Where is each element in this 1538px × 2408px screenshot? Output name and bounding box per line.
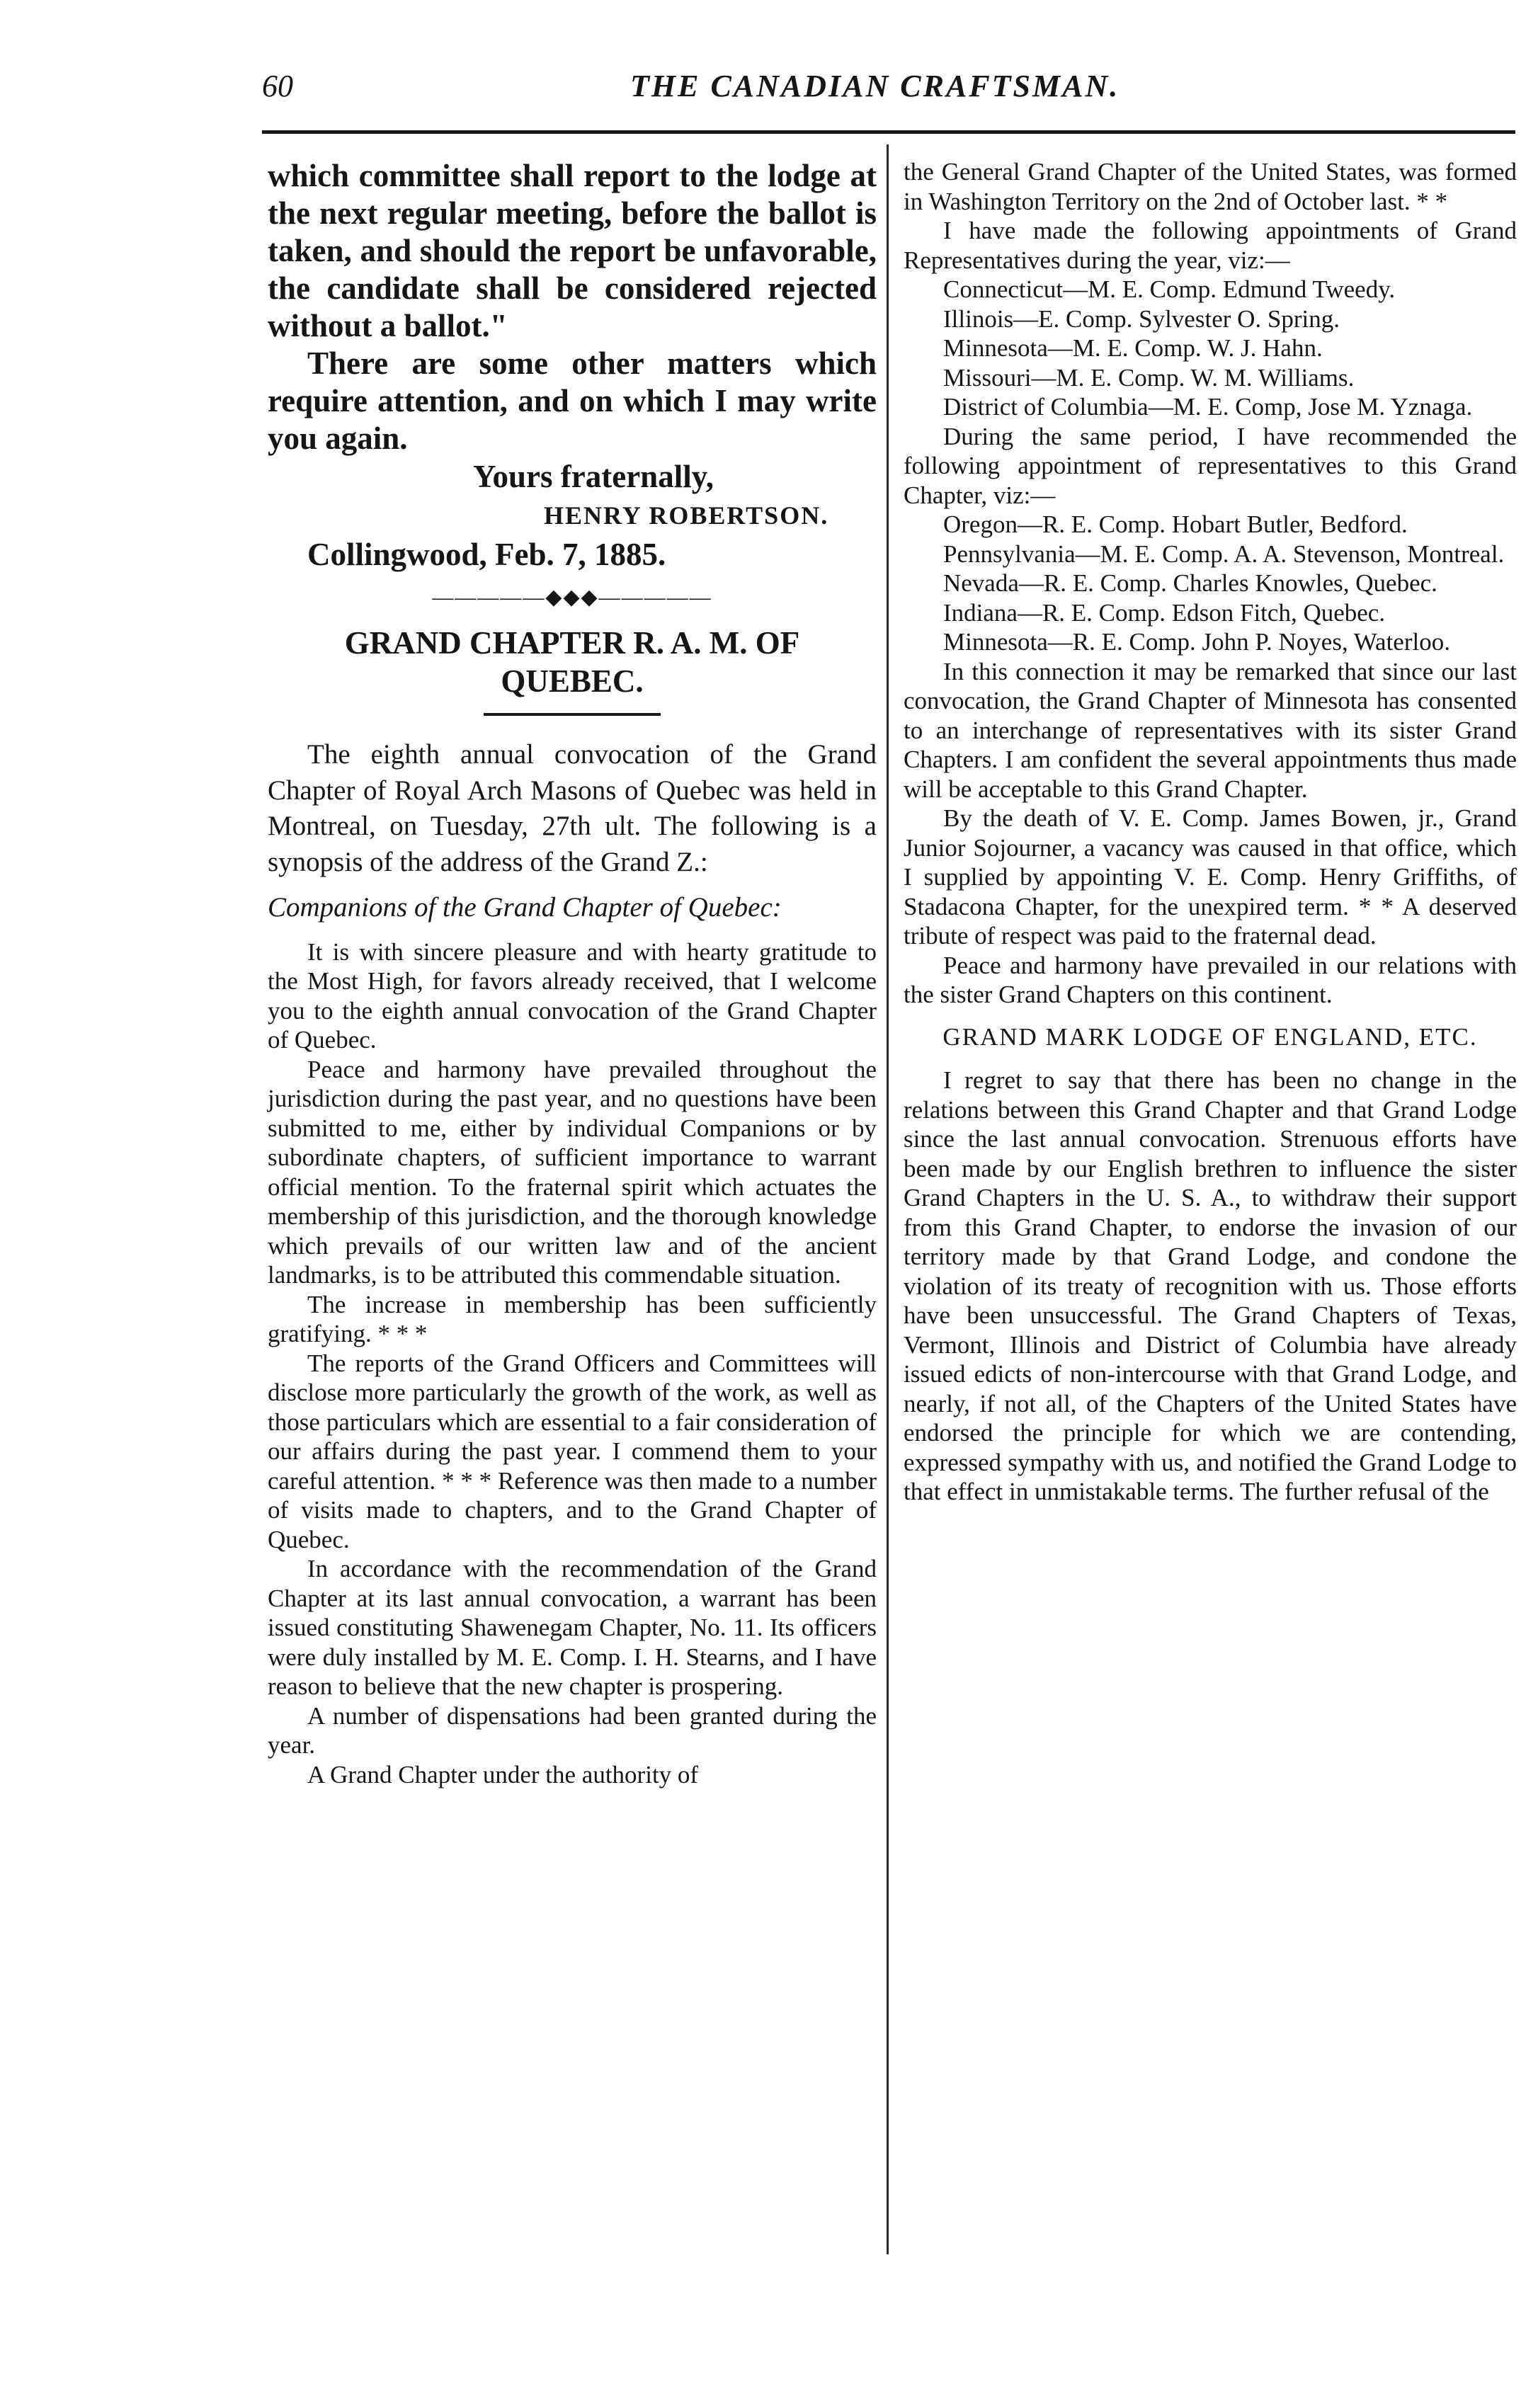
signature-name: HENRY ROBERTSON. [544, 501, 829, 530]
header-rule [262, 130, 1515, 134]
intro-paragraph: The eighth annual convocation of the Grand Chapter of Royal Arch Masons of Quebec was held in Montreal, on Tuesday, 27th ult. The following is a synopsis of the address of the Grand Z.: [268, 739, 877, 877]
continued-paragraph-right: the General Grand Chapter of the United States, was formed in Washington Territory on the 2nd of October last. * * [904, 158, 1517, 215]
heading-rule [484, 713, 661, 716]
continued-paragraph: which committee shall report to the lodge at the next regular meeting, before the ballot is taken, and should the report be unfavorable, the candidate shall be considered rejected without a ballot." [268, 158, 877, 343]
list-item: Connecticut—M. E. Comp. Edmund Tweedy. [943, 275, 1396, 303]
list-item: Pennsylvania—M. E. Comp. A. A. Stevenson, Montreal. [943, 540, 1505, 568]
page-header [262, 68, 1466, 119]
paragraph-peace-relations: Peace and harmony have prevailed in our relations with the sister Grand Chapters on this continent. [904, 951, 1517, 1008]
paragraph-connection: In this connection it may be remarked that since our last convocation, the Grand Chapter of Minnesota has consented to an interchange of representatives with its sister Grand Chapters. I am confident the several appointments thus made will be acceptable to this Grand Chapter. [904, 657, 1517, 803]
place-date: Collingwood, Feb. 7, 1885. [307, 537, 666, 572]
paragraph-regret: I regret to say that there has been no change in the relations between this Grand Chapter and that Grand Lodge since the last annual convocation. Strenuous efforts have been made by our English brethren to influence the sister Grand Chapters in the U. S. A., to withdraw their support from this Grand Chapter, to endorse the invasion of our territory made by that Grand Lodge, and condone the violation of its treaty of recognition with us. Those efforts have been unsuccessful. The Grand Chapters of Texas, Vermont, Illinois and District of Columbia have already issued edicts of non-intercourse with that Grand Lodge, and nearly, if not all, of the Chapters of the United States have endorsed the principle for which we are contending, expressed sympathy with us, and notified the Grand Lodge to that effect in unmistakable terms. The further refusal of the [904, 1066, 1517, 1505]
paragraph-dispensations: A number of dispensations had been granted during the year. [268, 1701, 877, 1759]
heading-line-2: QUEBEC. [501, 663, 644, 699]
column-divider [887, 144, 889, 2254]
page-number: 60 [262, 69, 293, 103]
list-item: Illinois—E. Comp. Sylvester O. Spring. [943, 304, 1340, 333]
list-item: Minnesota—R. E. Comp. John P. Noyes, Waterloo. [943, 628, 1450, 656]
letter-closing [268, 457, 877, 574]
appointments-list [904, 275, 1517, 422]
heading-line-1: GRAND CHAPTER R. A. M. OF [344, 625, 800, 661]
list-item: Missouri—M. E. Comp. W. M. Williams. [943, 363, 1355, 392]
paragraph-recommended: During the same period, I have recommended the following appointment of representatives to this Grand Chapter, viz:— [904, 422, 1517, 509]
closing-salutation: Yours fraternally, [473, 459, 714, 494]
list-item: Indiana—R. E. Comp. Edson Fitch, Quebec. [943, 598, 1386, 627]
list-item: Minnesota—M. E. Comp. W. J. Hahn. [943, 334, 1323, 362]
paragraph-warrant: In accordance with the recommendation of the Grand Chapter at its last annual convocation, a warrant has been issued constituting Shawenegam Chapter, No. 11. Its officers were duly installed by M. E. Comp. I. H. Stearns, and I have reason to believe that the new chapter is prospering. [268, 1555, 877, 1700]
paragraph-reports: The reports of the Grand Officers and Committees will disclose more particularly the growth of the work, as well as those particulars which are essential to a fair consideration of our affairs during the past year. I commend them to your careful attention. * * * Reference was then made to a number of visits made to chapters, and to the Grand Chapter of Quebec. [268, 1349, 877, 1553]
paragraph-grand-chapter: A Grand Chapter under the authority of [307, 1760, 699, 1788]
list-item: Oregon—R. E. Comp. Hobart Butler, Bedford. [943, 510, 1408, 538]
paragraph-appointments: I have made the following appointments of Grand Representatives during the year, viz:— [904, 217, 1517, 274]
journal-title: THE CANADIAN CRAFTSMAN. [630, 69, 1120, 103]
recommended-list [904, 510, 1517, 657]
list-item: Nevada—R. E. Comp. Charles Knowles, Quebec. [943, 569, 1437, 597]
left-column [268, 157, 877, 1789]
subsection-heading: GRAND MARK LODGE OF ENGLAND, ETC. [942, 1022, 1478, 1051]
paragraph-death: By the death of V. E. Comp. James Bowen, jr., Grand Junior Sojourner, a vacancy was caused in that office, which I supplied by appointing V. E. Comp. Henry Griffiths, of Stadacona Chapter, for the unexpired term. * * A deserved tribute of respect was paid to the fraternal dead. [904, 804, 1517, 949]
right-column [904, 157, 1517, 1507]
list-item: District of Columbia—M. E. Comp, Jose M. Yznaga. [943, 393, 1473, 421]
matters-paragraph: There are some other matters which require attention, and on which I may write you again. [268, 346, 877, 456]
paragraph-peace: Peace and harmony have prevailed throughout the jurisdiction during the past year, and no questions have been submitted to me, either by individual Companions or by subordinate chapters, of sufficient importance to warrant official mention. To the fraternal spirit which actuates the membership of this jurisdiction, and the thorough knowledge which prevails of our written law and of the ancient landmarks, is to be attributed this commendable situation. [268, 1055, 877, 1289]
paragraph-increase: The increase in membership has been sufficiently gratifying. * * * [268, 1290, 877, 1347]
ornament-divider: —————◆◆◆————— [432, 586, 712, 609]
paragraph-welcome: It is with sincere pleasure and with hearty gratitude to the Most High, for favors already received, that I welcome you to the eighth annual convocation of the Grand Chapter of Quebec. [268, 937, 877, 1054]
section-heading [268, 624, 877, 700]
address-salutation: Companions of the Grand Chapter of Quebec: [268, 892, 782, 923]
